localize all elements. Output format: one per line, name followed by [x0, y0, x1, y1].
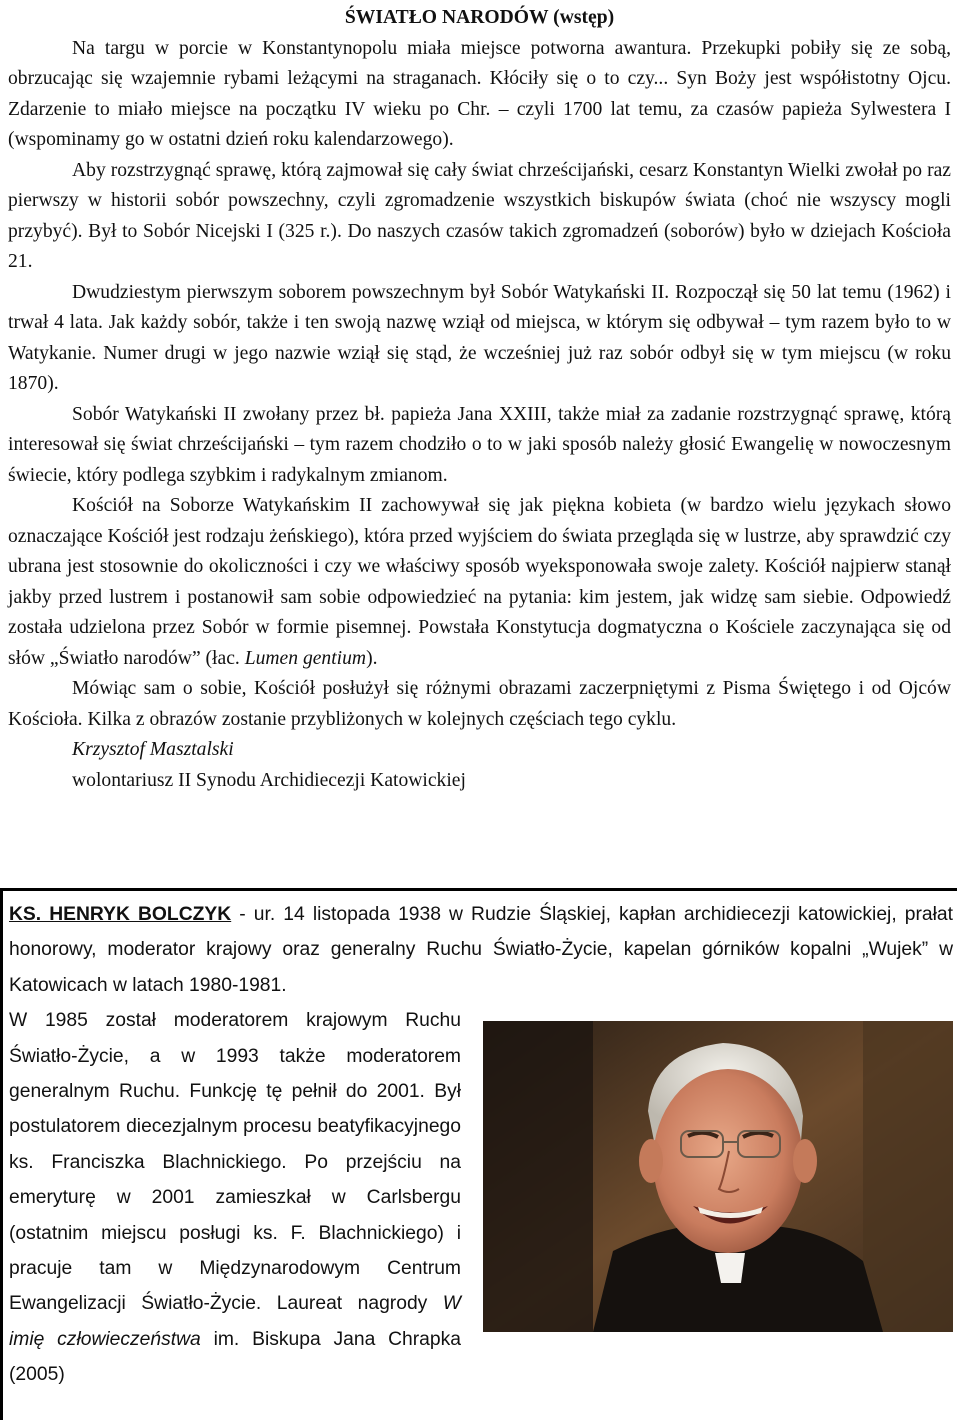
article-paragraph-2: Aby rozstrzygnąć sprawę, którą zajmował się cały świat chrześcijański, cesarz Konstantyn Wielki zwołał po raz pierwszy w historii sobór powszechny, czyli zgromadzenie wszystkich biskupów świata (choć nie wszyscy mogli przybyć). Był to Sobór Nicejski I (325 r.). Do naszych czasów takich zgromadzeń (soborów) było w dziejach Kościoła 21.	[8, 159, 951, 272]
latin-title: Lumen gentium	[244, 647, 367, 669]
bio-name: KS. HENRYK BOLCZYK	[9, 904, 232, 925]
bio-content	[9, 897, 953, 1393]
latin-title-close: ).	[366, 647, 378, 669]
article-paragraph-6: Mówiąc sam o sobie, Kościół posłużył się różnymi obrazami zaczerpniętymi z Pisma Świętego i od Ojców Kościoła. Kilka z obrazów zostanie przybliżonych w kolejnych częściach tego cyklu.	[8, 678, 951, 730]
bio-intro-text: - ur. 14 listopada 1938 w Rudzie Śląskiej, kapłan archidiecezji katowickiej, prałat honorowy, moderator krajowy oraz generalny Ruchu Światło-Życie, kapelan górników kopalni „Wujek” w Katowicach w latach 1980-1981.	[9, 904, 953, 996]
article-paragraph-5	[8, 491, 951, 674]
author-role: wolontariusz II Synodu Archidiecezji Katowickiej	[72, 769, 466, 791]
portrait-illustration	[483, 1021, 953, 1332]
award-name: W imię człowieczeństwa	[9, 1293, 461, 1350]
article	[8, 3, 951, 796]
portrait-photo	[483, 1021, 953, 1332]
bio-intro	[9, 897, 953, 1003]
article-paragraph-3: Dwudziestym pierwszym soborem powszechnym był Sobór Watykański II. Rozpoczął się 50 lat temu (1962) i trwał 4 lata. Jak każdy sobór, także i ten swoją nazwę wziął od miejsca, w którym się odbywał – tym razem było to w Watykanie. Numer drugi w jego nazwie wziął się stąd, że wcześniej już raz sobór odbył się w tym miejscu (w roku 1870).	[8, 281, 951, 394]
author-name: Krzysztof Masztalski	[72, 739, 234, 760]
bio-box	[0, 888, 957, 1420]
article-paragraph-1: Na targu w porcie w Konstantynopolu miała miejsce potworna awantura. Przekupki pobiły się ze sobą, obrzucając się wzajemnie rybami leżącymi na straganach. Kłóciły się o to czy... Syn Boży jest współistotny Ojcu. Zdarzenie to miało miejsce na początku IV wieku po Chr. – czyli 1700 lat temu, za czasów papieża Sylwestera I (wspominamy go w ostatni dzień roku kalendarzowego).	[8, 37, 951, 150]
article-paragraph-4: Sobór Watykański II zwołany przez bł. papieża Jana XXIII, także miał za zadanie rozstrzygnąć sprawę, którą interesował się świat chrześcijański – tym razem chodziło o to w jaki sposób należy głosić Ewangelię w nowoczesnym świecie, który podlega szybkim i radykalnym zmianom.	[8, 403, 951, 486]
bio-career-text: W 1985 został moderatorem krajowym Ruchu Światło-Życie, a w 1993 także moderatorem generalnym Ruchu. Funkcję tę pełnił do 2001. Był postulatorem diecezjalnym procesu beatyfikacyjnego ks. Franciszka Blachnickiego. Po przejściu na emeryturę w 2001 zamieszkał w Carlsbergu (ostatnim miejscu posługi ks. F. Blachnickiego) i pracuje tam w Międzynarodowym Centrum Ewangelizacji Światło-Życie. Laureat nagrody	[9, 1010, 461, 1315]
bio-award-tail: im. Biskupa Jana Chrapka (2005)	[9, 1328, 461, 1386]
article-title: ŚWIATŁO NARODÓW (wstęp)	[344, 7, 615, 28]
article-paragraph-5-text: Kościół na Soborze Watykańskim II zachowywał się jak piękna kobieta (w bardzo wielu językach słowo oznaczające Kościół jest rodzaju żeńskiego), która przed wyjściem do świata przegląda się w lustrze, aby sprawdzić czy ubrana jest stosownie do okoliczności i czy we właściwy sposób wyeksponowała swoje zalety. Kościół najpierw stanął jakby przed lustrem i postanowił sam sobie odpowiedzieć na pytania: kim jestem, jak widzę sam siebie. Odpowiedź została udzielona przez Sobór w formie pisemnej. Powstała Konstytucja dogmatyczna o Kościele zaczynająca się od słów „Światło narodów” (łac.	[8, 495, 951, 669]
